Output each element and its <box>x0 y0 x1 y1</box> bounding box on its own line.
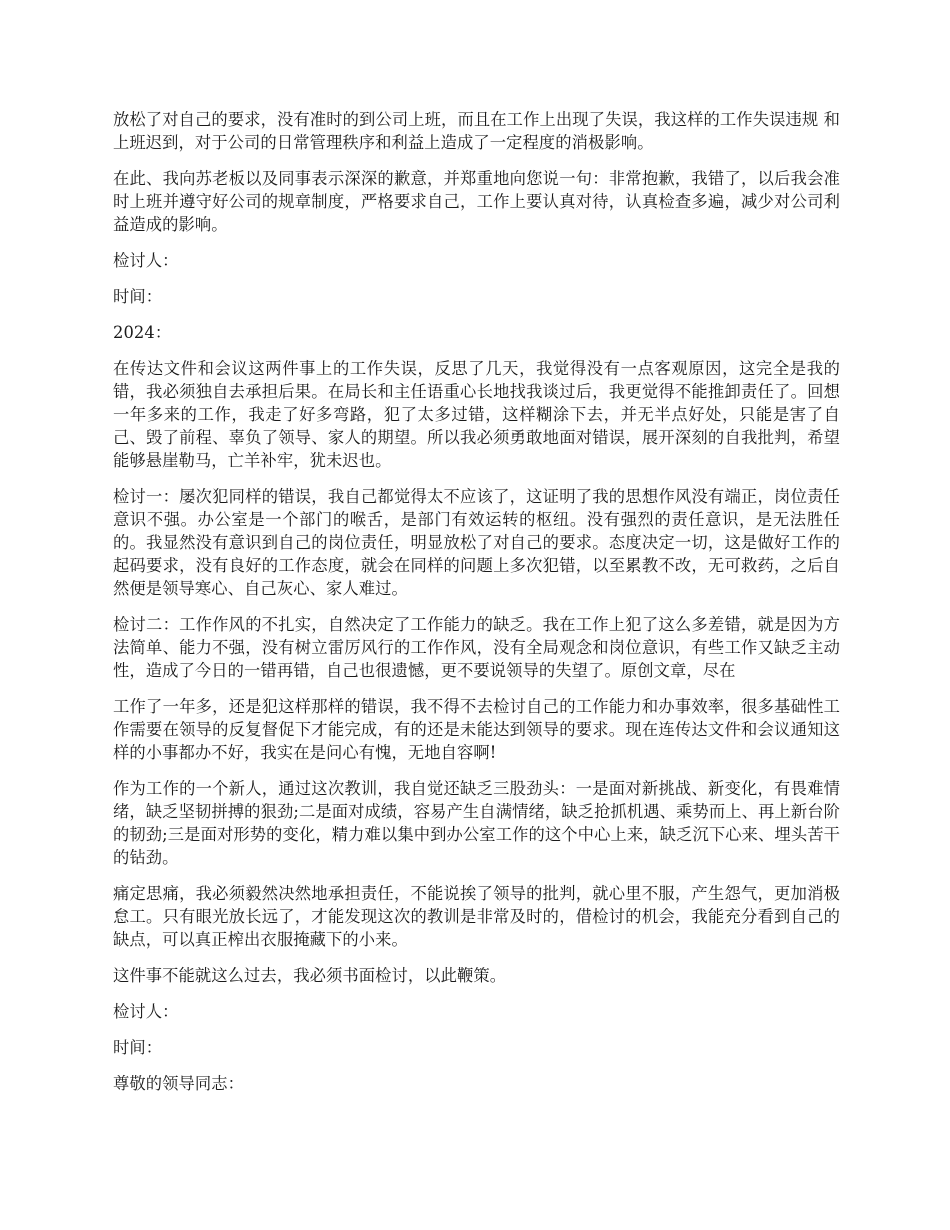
time-label: 时间： <box>113 287 163 306</box>
paragraph: 痛定思痛，我必须毅然决然地承担责任，不能说挨了领导的批判，就心里不服，产生怨气，更加消极怠工。只有眼光放长远了，才能发现这次的教训是非常及时的，借检讨的机会，我能充分看到自己的缺点，可以真正榨出衣服掩藏下的小来。 <box>113 884 840 949</box>
time-label: 时间： <box>113 1038 163 1057</box>
paragraph: 作为工作的一个新人，通过这次教训，我自觉还缺乏三股劲头：一是面对新挑战、新变化，有畏难情绪，缺乏坚韧拼搏的狠劲;二是面对成绩，容易产生自满情绪，缺乏抢抓机遇、乘势而上、再上新台阶的韧劲;三是面对形势的变化，精力难以集中到办公室工作的这个中心上来，缺乏沉下心来、埋头苦干的钻劲。 <box>113 779 840 867</box>
paragraph: 检讨一：屡次犯同样的错误，我自己都觉得太不应该了，这证明了我的思想作风没有端正，岗位责任意识不强。办公室是一个部门的喉舌，是部门有效运转的枢纽。没有强烈的责任意识，是无法胜任的。我显然没有意识到自己的岗位责任，明显放松了对自己的要求。态度决定一切，这是做好工作的起码要求，没有良好的工作态度，就会在同样的问题上多次犯错，以至累教不改，无可救药，之后自然便是领导寒心、自己灰心、家人难过。 <box>113 487 840 598</box>
year-label: 2024： <box>113 323 172 342</box>
paragraph: 在传达文件和会议这两件事上的工作失误，反思了几天，我觉得没有一点客观原因，这完全是我的错，我必须独自去承担后果。在局长和主任语重心长地找我谈过后，我更觉得不能推卸责任了。回想一年多来的工作，我走了好多弯路，犯了太多过错，这样糊涂下去，并无半点好处，只能是害了自己、毁了前程、辜负了领导、家人的期望。所以我必须勇敢地面对错误，展开深刻的自我批判，希望能够悬崖勒马，亡羊补牢，犹未迟也。 <box>113 359 840 470</box>
document-body <box>113 108 840 1108</box>
paragraph: 检讨二：工作作风的不扎实，自然决定了工作能力的缺乏。我在工作上犯了这么多差错，就是因为方法简单、能力不强，没有树立雷厉风行的工作作风，没有全局观念和岗位意识，有些工作又缺乏主动性，造成了今日的一错再错，自己也很遗憾，更不要说领导的失望了。原创文章，尽在 <box>113 615 840 680</box>
paragraph: 工作了一年多，还是犯这样那样的错误，我不得不去检讨自己的工作能力和办事效率，很多基础性工作需要在领导的反复督促下才能完成，有的还是未能达到领导的要求。现在连传达文件和会议通知这样的小事都办不好，我实在是问心有愧，无地自容啊! <box>113 697 840 762</box>
signer-label: 检讨人： <box>113 251 179 270</box>
paragraph: 放松了对自己的要求，没有准时的到公司上班，而且在工作上出现了失误，我这样的工作失误违规 和上班迟到，对于公司的日常管理秩序和利益上造成了一定程度的消极影响。 <box>113 110 840 152</box>
paragraph: 这件事不能就这么过去，我必须书面检讨，以此鞭策。 <box>113 966 507 985</box>
signer-label: 检讨人： <box>113 1002 179 1021</box>
paragraph: 在此、我向苏老板以及同事表示深深的歉意，并郑重地向您说一句：非常抱歉，我错了，以后我会准时上班并遵守好公司的规章制度，严格要求自己，工作上要认真对待，认真检查多遍，减少对公司利益造成的影响。 <box>113 169 840 234</box>
salutation: 尊敬的领导同志： <box>113 1074 245 1093</box>
